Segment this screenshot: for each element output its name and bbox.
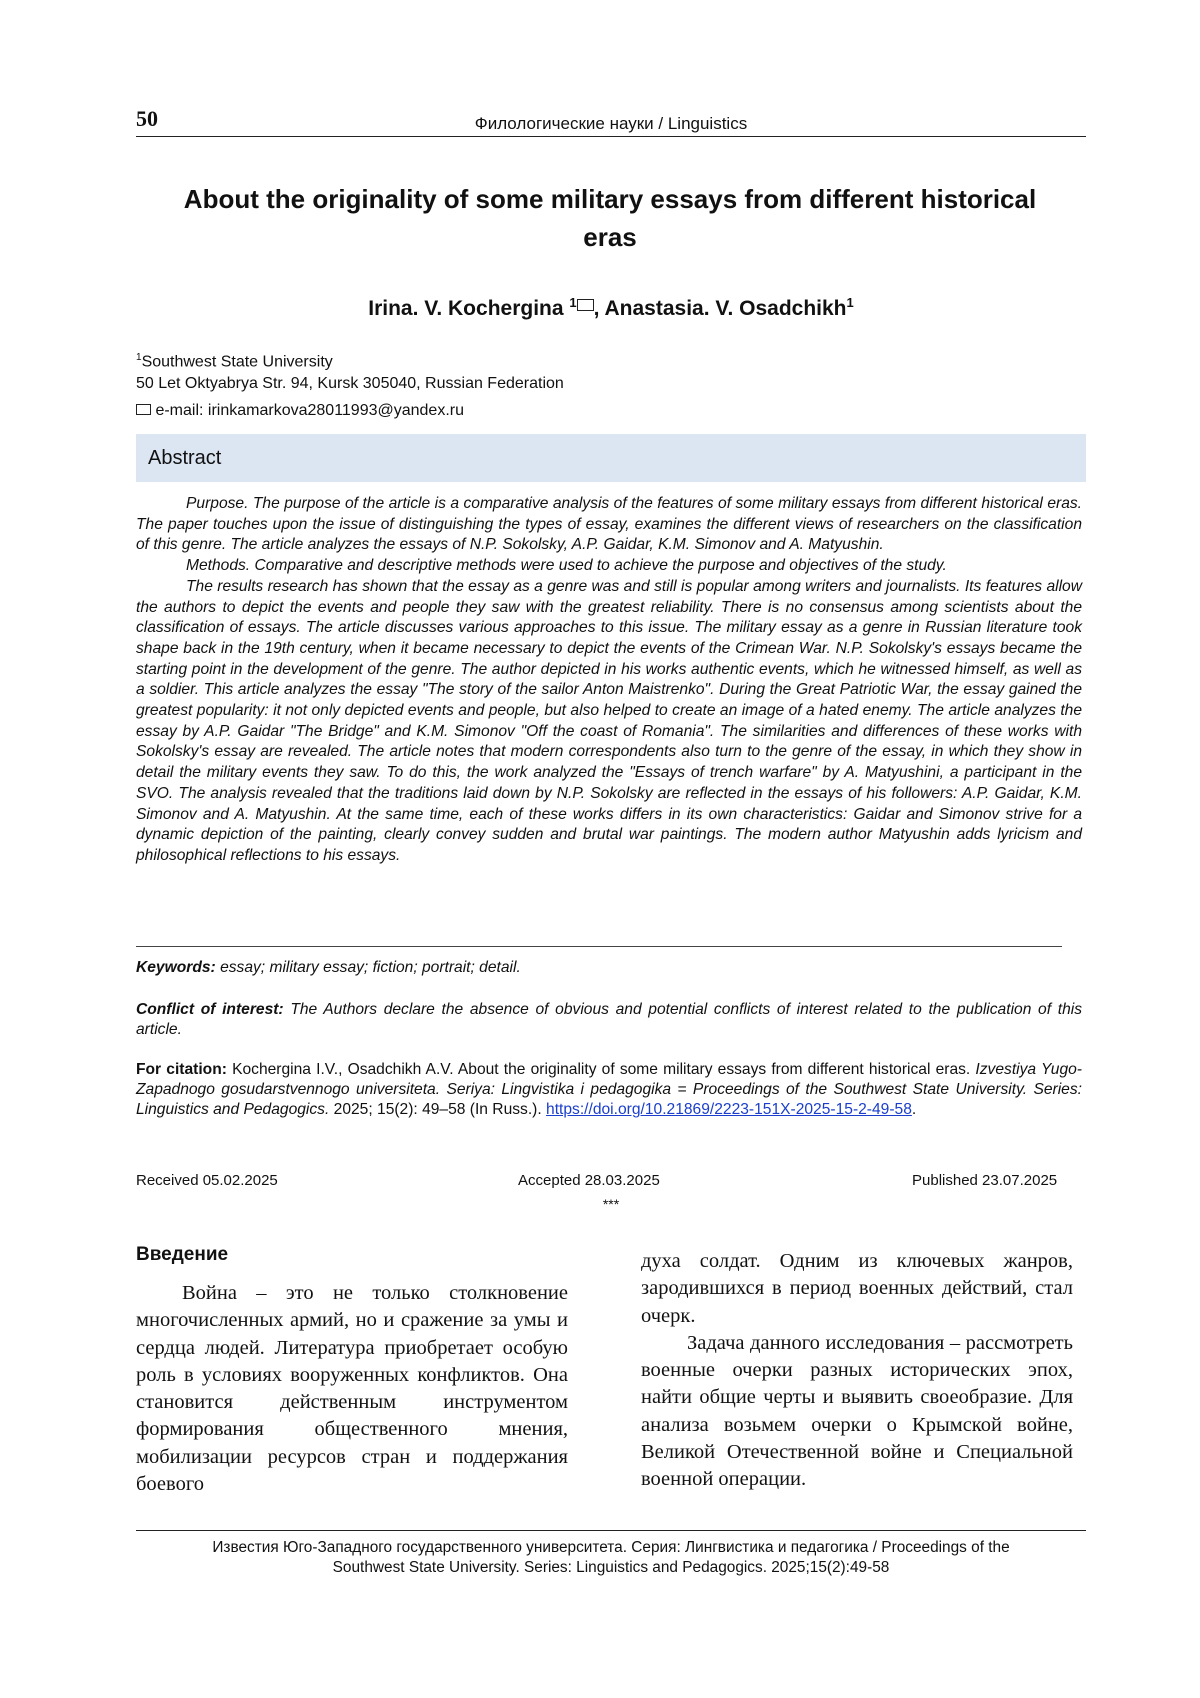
citation-label: For citation: [136,1061,227,1078]
intro-paragraph-1: Война – это не только столкновение многочисленных армий, но и сражение за умы и сердца людей. Литература приобретает особую роль в условиях вооруженных конфликтов. Она становится действенным инструментом формирования общественного мнения, мобилизации ресурсов стран и поддержания боевого [136,1282,568,1496]
citation-details: 2025; 15(2): 49–58 (In Russ.). [329,1101,547,1118]
received-date: Received 05.02.2025 [136,1172,278,1189]
envelope-icon [577,299,594,311]
doi-link[interactable]: https://doi.org/10.21869/2223-151X-2025-15-2-49-58 [546,1101,912,1118]
footer-rule [136,1530,1086,1531]
published-date: Published 23.07.2025 [912,1172,1058,1189]
page-number: 50 [136,106,158,131]
article-title: About the originality of some military essays from different historical eras [183,184,1037,252]
keywords [136,958,1082,978]
conflict-text: The Authors declare the absence of obvious and potential conflicts of interest related to the publication of this article. [136,1001,1082,1038]
citation [136,1060,1082,1120]
abstract-methods: Methods. Comparative and descriptive methods were used to achieve the purpose and objectives of the study. [186,557,947,575]
abstract-results: The results research has shown that the essay as a genre was and still is popular among writers and journalists. Its features allow the authors to depict the events and people they saw with the greatest reliability. There is no consensus among scientists about the classification of essays. The article discusses various approaches to this issue. The military essay as a genre in Russian literature took shape back in the 19th century, when it became necessary to depict the events of the Crimean War. N.P. Sokolsky's essays became the starting point in the development of the genre. The author depicted in his works authentic events, which he witnessed himself, as well as a soldier. This article analyzes the essay "The story of the sailor Anton Maistrenko". During the Great Patriotic War, the essay gained the greatest popularity: it not only depicted events and people, but also helped to create an image of a hated enemy. The article analyzes the essay by A.P. Gaidar "The Bridge" and K.M. Simonov "Off the coast of Romania". The similarities and differences of these works with Sokolsky's essay are revealed. The article notes that modern correspondents also turn to the genre of the essay, in which they show in detail the military events they saw. To do this, the work analyzed the "Essays of trench warfare" by A. Matyushini, a participant in the SVO. The analysis revealed that the traditions laid down by N.P. Sokolsky are reflected in the essays of his followers: A.P. Gaidar, K.M. Simonov and A. Matyushin. At the same time, each of these works differs in its own characteristics: Gaidar and Simonov strive for a dynamic depiction of the painting, clearly convey sudden and brutal war paintings. The modern author Matyushin adds lyricism and philosophical reflections to his essays. [136,577,1082,864]
intro-paragraph-1-cont: духа солдат. Одним из ключевых жанров, зародившихся в период военных действий, стал очерк. [641,1250,1073,1327]
abstract-header-bar [136,434,1086,482]
footer [136,1538,1086,1578]
intro-paragraph-2: Задача данного исследования – рассмотреть военные очерки разных исторических эпох, найти общие черты и выявить своеобразие. Для анализа возьмем очерки о Крымской войне, Великой Отечественной войне и Специальной военной операции. [641,1331,1073,1491]
section-separator: *** [602,1196,620,1212]
conflict-label: Conflict of interest: [136,1001,284,1018]
right-column [641,1248,1073,1494]
conflict-of-interest [136,1000,1082,1040]
abstract-label: Abstract [148,447,222,469]
footer-line-1: Известия Юго-Западного государственного университета. Серия: Лингвистика и педагогика / Proceedings of the [212,1539,1010,1556]
header-rule [136,136,1086,137]
citation-journal: Izvestiya Yugo-Zapadnogo gosudarstvennogo universiteta. Seriya: Lingvistika i pedagogika = Proceedings of the Southwest State University. Series: Linguistics and Pedagogics. [136,1061,1082,1118]
email-line [136,402,464,420]
email-text[interactable]: e-mail: irinkamarkova28011993@yandex.ru [155,402,464,419]
affiliation-address: 50 Let Oktyabrya Str. 94, Kursk 305040, Russian Federation [136,375,564,393]
author-2-affil: 1 [846,295,854,310]
author-2: , Anastasia. V. Osadchikh [593,297,847,320]
running-head: Филологические науки / Linguistics [474,114,748,133]
footer-line-2: Southwest State University. Series: Linguistics and Pedagogics. 2025;15(2):49-58 [332,1559,890,1576]
author-1-affil: 1 [569,295,577,310]
affiliation-name: Southwest State University [141,353,333,371]
affiliation-sup: 1 [136,352,142,363]
citation-end: . [911,1101,917,1118]
keywords-label: Keywords: [136,959,216,976]
abstract-rule [136,946,1062,947]
citation-text: Kochergina I.V., Osadchikh A.V. About the originality of some military essays from different historical eras. [226,1061,976,1078]
envelope-icon [136,404,151,415]
left-column [136,1280,568,1498]
author-line [136,295,1086,321]
affiliation [136,347,564,395]
keywords-text: essay; military essay; fiction; portrait; detail. [215,959,521,976]
author-1: Irina. V. Kochergina [368,297,570,320]
section-heading: Введение [136,1244,229,1265]
abstract-purpose: Purpose. The purpose of the article is a comparative analysis of the features of some military essays from different historical eras. The paper touches upon the issue of distinguishing the types of essay, examines the different views of researchers on the classification of this genre. The article analyzes the essays of N.P. Sokolsky, A.P. Gaidar, K.M. Simonov and A. Matyushin. [136,495,1082,554]
abstract-body [136,494,1082,867]
accepted-date: Accepted 28.03.2025 [518,1172,660,1189]
